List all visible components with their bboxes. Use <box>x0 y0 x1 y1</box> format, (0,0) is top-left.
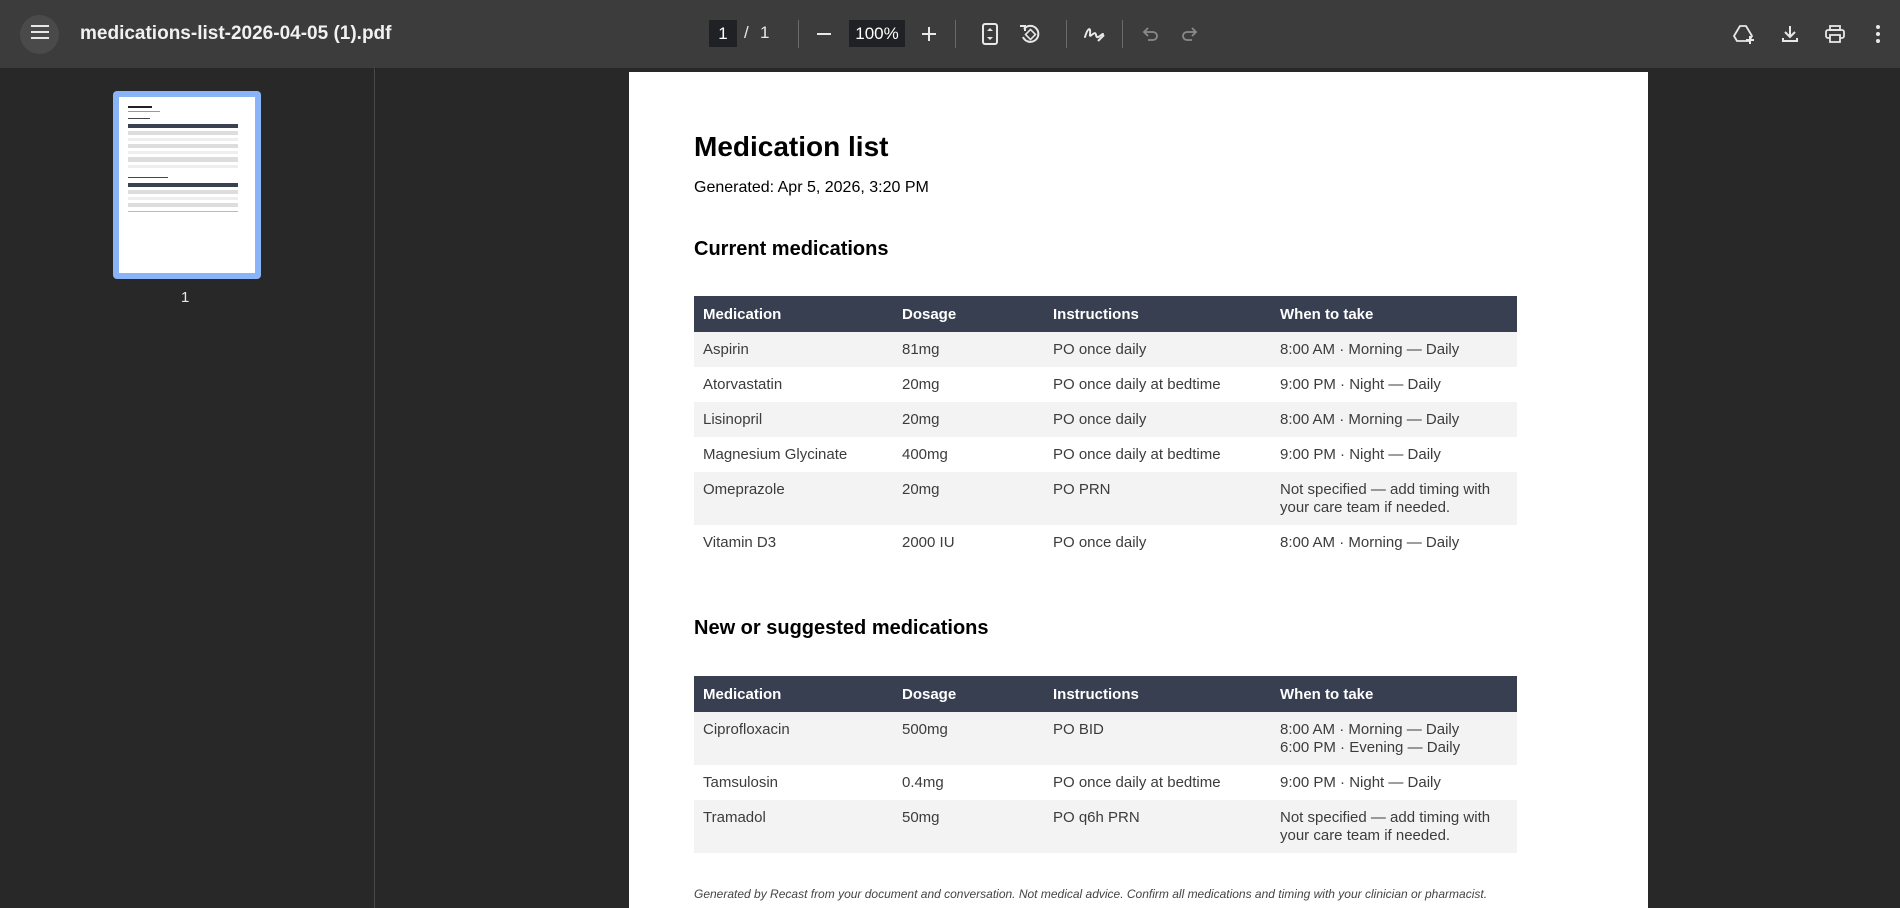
zoom-in-button[interactable] <box>913 18 945 50</box>
table-cell: Not specified — add timing with your care team if needed. <box>1271 472 1517 525</box>
table-cell: 8:00 AM · Morning — Daily <box>1271 525 1517 560</box>
table-row <box>694 367 1517 402</box>
table-cell: 20mg <box>893 402 1044 437</box>
table-cell: 50mg <box>893 800 1044 853</box>
total-pages: 1 <box>760 23 770 42</box>
current-page-input[interactable]: 1 <box>709 20 737 47</box>
table-cell: PO PRN <box>1044 472 1271 525</box>
table-cell: 500mg <box>893 712 1044 765</box>
document-viewer <box>376 68 1900 908</box>
table-cell: Magnesium Glycinate <box>694 437 893 472</box>
table-row <box>694 332 1517 367</box>
column-header: Medication <box>694 676 893 712</box>
table-cell: 9:00 PM · Night — Daily <box>1271 765 1517 800</box>
generated-date: Generated: Apr 5, 2026, 3:20 PM <box>694 179 929 196</box>
table-cell: PO BID <box>1044 712 1271 765</box>
redo-icon <box>1181 26 1199 42</box>
print-icon <box>1825 25 1845 43</box>
page-separator: / <box>744 23 749 42</box>
table-cell: 20mg <box>893 472 1044 525</box>
table-header-row <box>694 676 1517 712</box>
undo-button[interactable] <box>1134 18 1166 50</box>
table-cell: 8:00 AM · Morning — Daily 6:00 PM · Evening — Daily <box>1271 712 1517 765</box>
column-header: When to take <box>1271 296 1517 332</box>
table-cell: 400mg <box>893 437 1044 472</box>
table-row <box>694 402 1517 437</box>
print-button[interactable] <box>1819 18 1851 50</box>
undo-icon <box>1141 26 1159 42</box>
menu-icon <box>31 25 49 44</box>
table-row <box>694 712 1517 765</box>
thumbnail-page-number: 1 <box>181 289 190 306</box>
table-cell: Omeprazole <box>694 472 893 525</box>
pdf-toolbar <box>0 0 1900 68</box>
zoom-in-icon <box>921 26 937 42</box>
table-row <box>694 472 1517 525</box>
download-icon <box>1781 25 1799 43</box>
toolbar-divider <box>1066 20 1067 48</box>
toolbar-divider <box>955 20 956 48</box>
table-cell: 0.4mg <box>893 765 1044 800</box>
table-cell: Vitamin D3 <box>694 525 893 560</box>
table-cell: 8:00 AM · Morning — Daily <box>1271 402 1517 437</box>
column-header: Dosage <box>893 676 1044 712</box>
save-to-drive-icon <box>1733 24 1757 44</box>
table-row <box>694 765 1517 800</box>
redo-button[interactable] <box>1174 18 1206 50</box>
fit-page-button[interactable] <box>974 18 1006 50</box>
table-cell: PO once daily <box>1044 402 1271 437</box>
table-cell: 81mg <box>893 332 1044 367</box>
table-cell: Atorvastatin <box>694 367 893 402</box>
draw-button[interactable] <box>1078 18 1110 50</box>
more-options-icon <box>1876 25 1880 43</box>
table-cell: PO once daily at bedtime <box>1044 765 1271 800</box>
table-row <box>694 800 1517 853</box>
table-cell: Ciprofloxacin <box>694 712 893 765</box>
new-medications-table <box>694 676 1517 853</box>
disclaimer-footer: Generated by Recast from your document and conversation. Not medical advice. Confirm all medications and timing with your clinician or pharmacist. <box>694 887 1488 901</box>
table-row <box>694 437 1517 472</box>
fit-page-icon <box>981 23 999 45</box>
column-header: Instructions <box>1044 676 1271 712</box>
table-cell: PO once daily <box>1044 332 1271 367</box>
rotate-icon <box>1019 23 1041 45</box>
section-heading-new: New or suggested medications <box>694 617 989 639</box>
thumbnail-sidebar <box>0 68 375 908</box>
table-cell: 2000 IU <box>893 525 1044 560</box>
zoom-level-input[interactable]: 100% <box>849 20 905 47</box>
more-options-button[interactable] <box>1866 18 1890 50</box>
table-cell: 9:00 PM · Night — Daily <box>1271 367 1517 402</box>
table-row <box>694 525 1517 560</box>
table-cell: 8:00 AM · Morning — Daily <box>1271 332 1517 367</box>
table-body <box>694 332 1517 560</box>
table-cell: PO once daily <box>1044 525 1271 560</box>
table-cell: PO once daily at bedtime <box>1044 367 1271 402</box>
save-to-drive-button[interactable] <box>1729 18 1761 50</box>
table-cell: 9:00 PM · Night — Daily <box>1271 437 1517 472</box>
draw-icon <box>1083 25 1105 43</box>
pdf-page <box>629 72 1648 908</box>
page-thumbnail-preview <box>119 97 255 273</box>
column-header: Medication <box>694 296 893 332</box>
table-header-row <box>694 296 1517 332</box>
menu-button[interactable] <box>20 15 59 54</box>
table-cell: PO q6h PRN <box>1044 800 1271 853</box>
toolbar-divider <box>1122 20 1123 48</box>
page-thumbnail[interactable] <box>113 91 261 279</box>
table-cell: Not specified — add timing with your care team if needed. <box>1271 800 1517 853</box>
section-heading-current: Current medications <box>694 238 889 260</box>
toolbar-divider <box>798 20 799 48</box>
page-title: Medication list <box>694 131 889 162</box>
table-cell: 20mg <box>893 367 1044 402</box>
rotate-button[interactable] <box>1014 18 1046 50</box>
table-cell: Lisinopril <box>694 402 893 437</box>
column-header: Dosage <box>893 296 1044 332</box>
zoom-out-button[interactable] <box>808 18 840 50</box>
table-cell: Tramadol <box>694 800 893 853</box>
download-button[interactable] <box>1774 18 1806 50</box>
zoom-out-icon <box>816 26 832 42</box>
column-header: When to take <box>1271 676 1517 712</box>
table-cell: Aspirin <box>694 332 893 367</box>
current-medications-table <box>694 296 1517 560</box>
document-title: medications-list-2026-04-05 (1).pdf <box>80 23 392 44</box>
table-cell: Tamsulosin <box>694 765 893 800</box>
table-body <box>694 712 1517 853</box>
column-header: Instructions <box>1044 296 1271 332</box>
table-cell: PO once daily at bedtime <box>1044 437 1271 472</box>
